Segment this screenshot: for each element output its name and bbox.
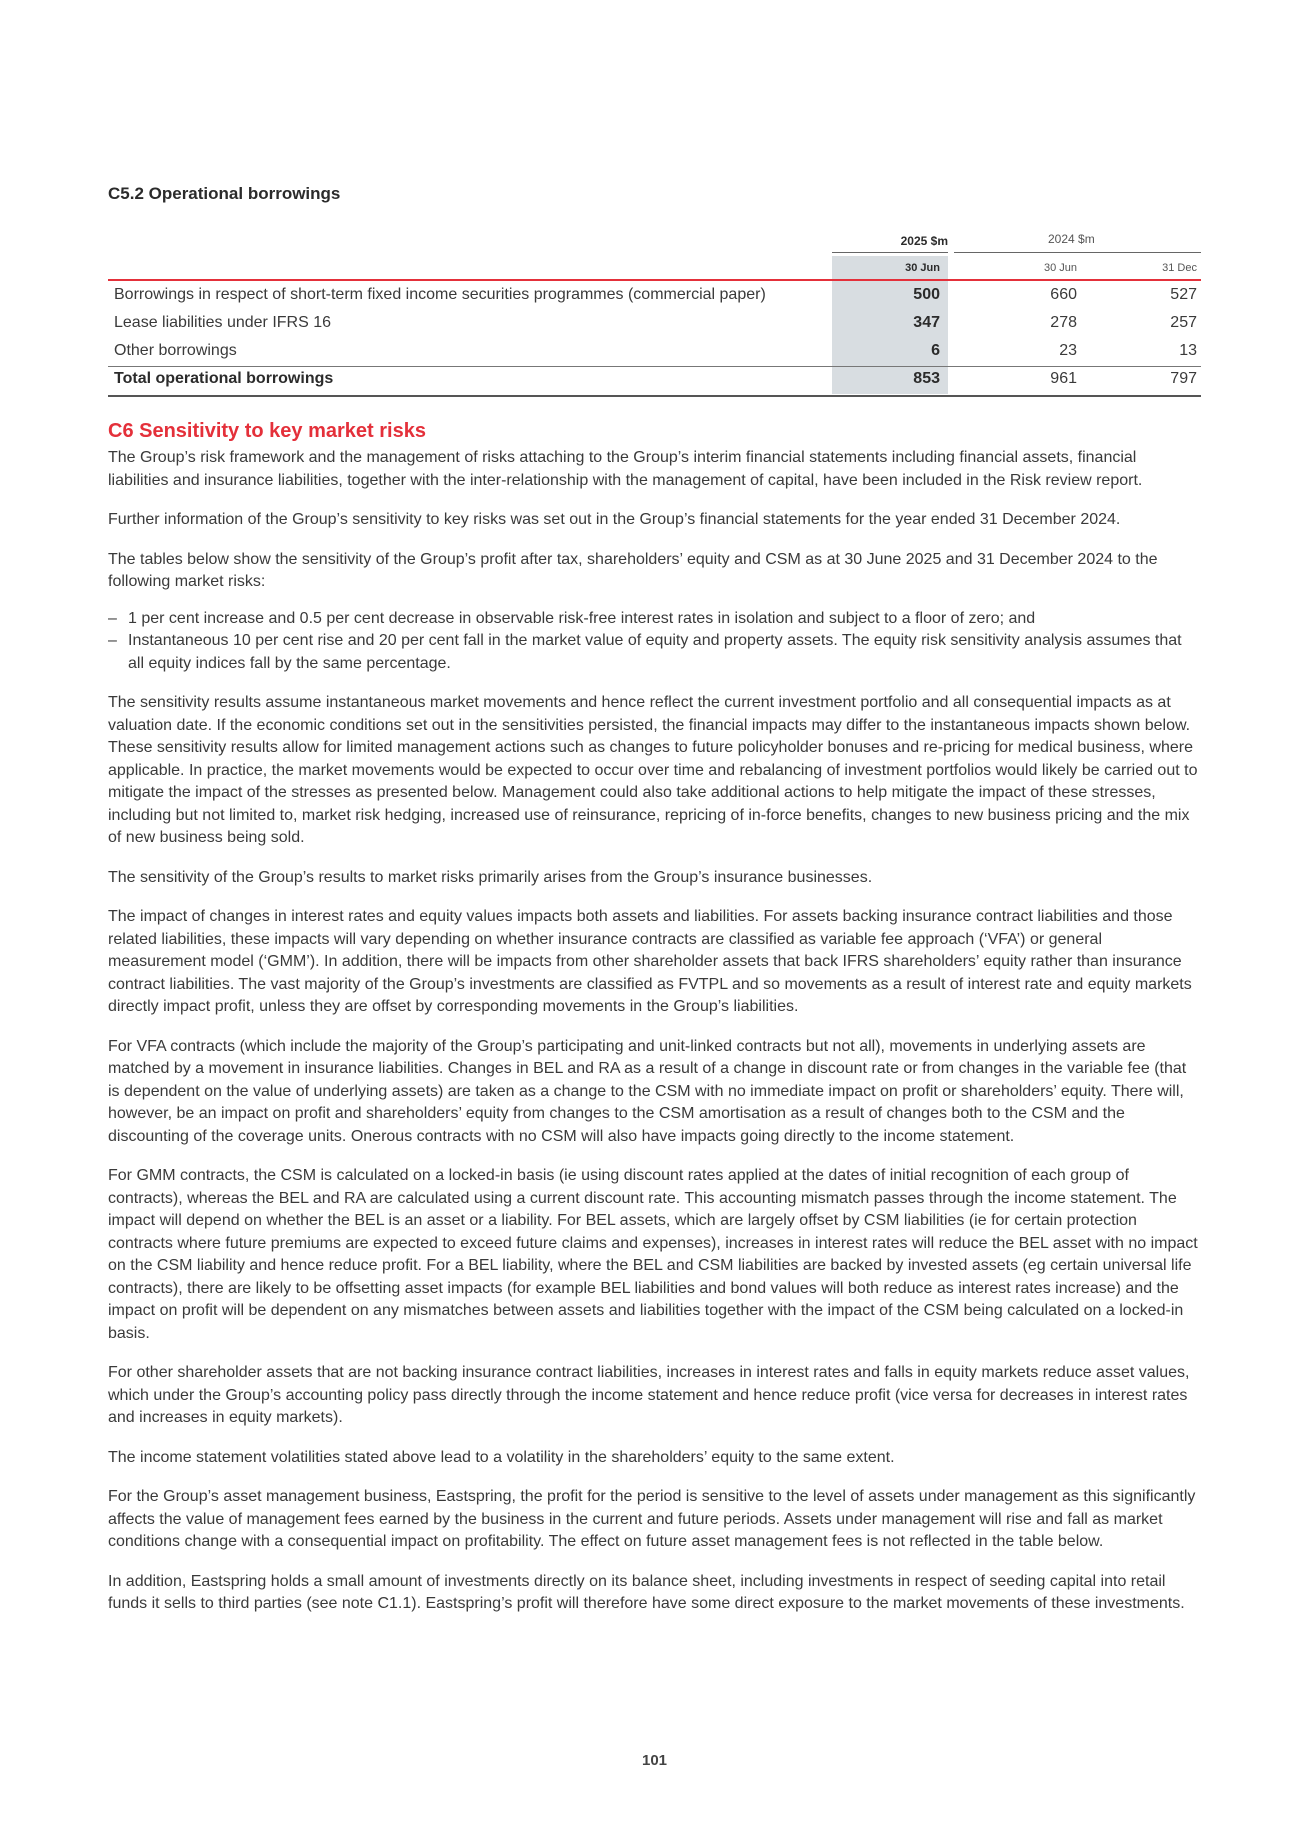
total-2024-dec: 797	[1170, 370, 1197, 387]
sensitivity-heading: C6 Sensitivity to key market risks	[108, 420, 426, 442]
paragraph: Further information of the Group’s sensitivity to key risks was set out in the Group’s financial statements for the year ended 31 December 2024.	[108, 511, 1121, 528]
list-item	[108, 630, 1201, 675]
header-rule-2025	[832, 252, 948, 253]
list-item-text: 1 per cent increase and 0.5 per cent decrease in observable risk-free interest rates in isolation and subject to a floor of zero; and	[128, 609, 1036, 627]
value-2025-jun: 347	[913, 314, 940, 331]
page-number: 101	[641, 1752, 668, 1769]
header-unit-2025: 2025 $m	[900, 234, 948, 248]
value-2024-jun: 23	[1059, 342, 1077, 359]
section-title: C5.2 Operational borrowings	[108, 184, 341, 203]
value-2024-dec: 13	[1179, 342, 1197, 359]
paragraph: The Group’s risk framework and the management of risks attaching to the Group’s interim financial statements including financial assets, financial liabilities and insurance liabilities, together with the inter-relationship with the management of capital, have been included in the Risk review report.	[108, 449, 1143, 489]
market-risk-list	[108, 608, 1201, 676]
paragraph: For other shareholder assets that are not backing insurance contract liabilities, increases in interest rates and falls in equity markets reduce asset values, which under the Group’s accounting policy pass directly through the income statement and hence reduce profit (vice versa for decreases in interest rates and increases in equity markets).	[108, 1364, 1190, 1426]
row-label: Borrowings in respect of short-term fixed income securities programmes (commercial paper)	[114, 286, 766, 303]
value-2024-dec: 527	[1170, 286, 1197, 303]
column-header-2025-jun: 30 Jun	[905, 262, 940, 274]
dash-bullet: –	[108, 632, 117, 649]
total-label: Total operational borrowings	[114, 370, 334, 387]
table-row	[108, 339, 1201, 367]
total-2024-jun: 961	[1050, 370, 1077, 387]
value-2025-jun: 6	[931, 342, 940, 359]
value-2024-dec: 257	[1170, 314, 1197, 331]
header-unit-2024: 2024 $m	[1048, 232, 1095, 246]
paragraph: For VFA contracts (which include the majority of the Group’s participating and unit-linked contracts but not all), movements in underlying assets are matched by a movement in insurance liabilities. Changes in BEL and RA as a result of a change in discount rate or from changes in the variable fee (that is dependent on the value of underlying assets) are taken as a change to the CSM with no immediate impact on profit or shareholders’ equity. There will, however, be an impact on profit and shareholders’ equity from changes to the CSM amortisation as a result of changes both to the CSM and the discounting of the coverage units. Onerous contracts with no CSM will also have impacts going directly to the income statement.	[108, 1037, 1187, 1145]
dash-bullet: –	[108, 609, 117, 627]
table-row	[108, 283, 1201, 311]
header-rule-2024	[954, 252, 1201, 253]
row-label: Lease liabilities under IFRS 16	[114, 314, 332, 331]
value-2024-jun: 278	[1050, 314, 1077, 331]
paragraph: The impact of changes in interest rates and equity values impacts both assets and liabilities. For assets backing insurance contract liabilities and those related liabilities, these impacts will vary depending on whether insurance contracts are classified as variable fee approach (‘VFA’) or general measurement model (‘GMM’). In addition, there will be impacts from other shareholder assets that back IFRS shareholders’ equity rather than insurance contract liabilities. The vast majority of the Group’s investments are classified as FVTPL and so movements as a result of interest rate and equity markets directly impact profit, unless they are offset by corresponding movements in the Group’s liabilities.	[108, 908, 1192, 1015]
column-header-2024-jun: 30 Jun	[1043, 262, 1077, 274]
row-label: Other borrowings	[114, 342, 237, 359]
list-item	[108, 608, 1201, 631]
paragraph: For the Group’s asset management business, Eastspring, the profit for the period is sensitive to the level of assets under management as this significantly affects the value of management fees earned by the business in the current and future periods. Assets under management will rise and fall as market conditions change with a consequential impact on profitability. The effect on future asset management fees is not reflected in the table below.	[108, 1488, 1196, 1550]
header-divider	[108, 279, 1201, 281]
column-header-2024-dec: 31 Dec	[1162, 262, 1197, 274]
total-2025-jun: 853	[913, 370, 940, 387]
paragraph: The sensitivity of the Group’s results to market risks primarily arises from the Group’s insurance businesses.	[108, 868, 873, 886]
value-2024-jun: 660	[1050, 286, 1077, 303]
value-2025-jun: 500	[913, 286, 940, 303]
sensitivity-body	[108, 447, 1201, 1633]
paragraph: For GMM contracts, the CSM is calculated on a locked-in basis (ie using discount rates applied at the dates of initial recognition of each group of contracts), whereas the BEL and RA are calculated using a current discount rate. This accounting mismatch passes through the income statement. The impact will depend on whether the BEL is an asset or a liability. For BEL assets, which are largely offset by CSM liabilities (ie for certain protection contracts where future premiums are expected to exceed future claims and expenses), increases in interest rates will reduce the BEL asset with no impact on the CSM liability and hence reduce profit. For a BEL liability, where the BEL and CSM liabilities are backed by invested assets (eg certain universal life contracts), there are likely to be offsetting asset impacts (for example BEL liabilities and bond values will both reduce as interest rates increase) and the impact on profit will be dependent on any mismatches between assets and liabilities together with the impact of the CSM being calculated on a locked-in basis.	[108, 1167, 1198, 1342]
paragraph: The income statement volatilities stated above lead to a volatility in the shareholders’ equity to the same extent.	[108, 1448, 895, 1466]
total-row	[108, 366, 1201, 397]
list-item-text: Instantaneous 10 per cent rise and 20 per cent fall in the market value of equity and property assets. The equity risk sensitivity analysis assumes that all equity indices fall by the same percentage.	[128, 632, 1182, 672]
paragraph: In addition, Eastspring holds a small amount of investments directly on its balance sheet, including investments in respect of seeding capital into retail funds it sells to third parties (see note C1.1). Eastspring’s profit will therefore have some direct exposure to the market movements of these investments.	[108, 1572, 1185, 1612]
table-row	[108, 311, 1201, 339]
paragraph: The tables below show the sensitivity of the Group’s profit after tax, shareholders’ equity and CSM as at 30 June 2025 and 31 December 2024 to the following market risks:	[108, 550, 1158, 590]
paragraph: The sensitivity results assume instantaneous market movements and hence reflect the current investment portfolio and all consequential impacts as at valuation date. If the economic conditions set out in the sensitivities persisted, the financial impacts may differ to the instantaneous impacts shown below. These sensitivity results allow for limited management actions such as changes to future policyholder bonuses and re-pricing for medical business, where applicable. In practice, the market movements would be expected to occur over time and rebalancing of investment portfolios would likely be carried out to mitigate the impact of the stresses as presented below. Management could also take additional actions to help mitigate the impact of these stresses, including but not limited to, market risk hedging, increased use of reinsurance, repricing of in-force benefits, changes to new business pricing and the mix of new business being sold.	[108, 694, 1198, 846]
